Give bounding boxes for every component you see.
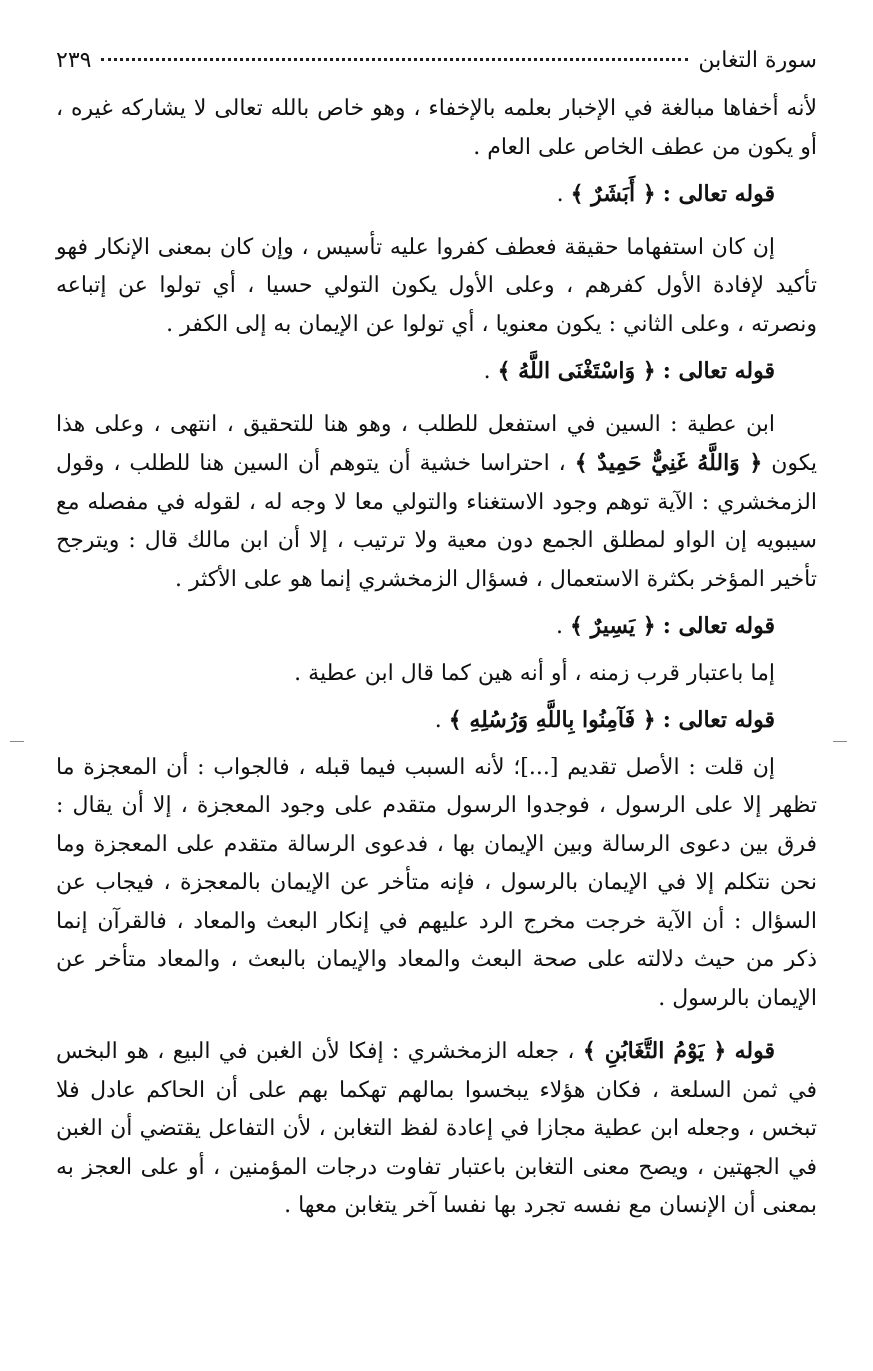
paragraph-2-text: إن كان استفهاما حقيقة فعطف كفروا عليه تأسيس ، وإن كان بمعنى الإنكار فهو تأكيد لإفادة الأول كفرهم ، وعلى الأول يكون التولي حسيا ، أي تولوا عن إتباعه ونصرته ، وعلى الثاني : يكون معنويا ، أي تولوا عن الإيمان به إلى الكفر . bbox=[56, 234, 817, 337]
verse-quote-inline-2: ﴿ يَوْمُ التَّغَابُنِ ﴾ bbox=[582, 1038, 727, 1064]
verse-heading-4-lead: قوله تعالى : bbox=[662, 707, 775, 733]
paragraph-4 bbox=[56, 655, 817, 694]
paragraph-3-text-b: ، احتراسا خشية أن يتوهم أن السين هنا للطلب ، وقول الزمخشري : الآية توهم وجود الاستغناء والتولي معا لا وجه له ، لقوله في مفصله مع سيبويه إن الواو لمطلق الجمع دون معية ولا ترتيب ، إلا أن ابن مالك قال : ويترجح تأخير المؤخر بكثرة الاستعمال ، فسؤال الزمخشري إنما هو على الأكثر . bbox=[56, 451, 817, 592]
verse-heading-4 bbox=[56, 701, 817, 741]
verse-quote-2: ﴿ وَاسْتَغْنَى اللَّهُ ﴾ bbox=[497, 358, 656, 384]
verse-heading-4-tail: . bbox=[434, 708, 449, 733]
paragraph-6 bbox=[56, 1032, 817, 1226]
paragraph-5 bbox=[56, 749, 817, 1019]
verse-quote-3: ﴿ يَسِيرٌ ﴾ bbox=[570, 613, 656, 639]
running-header bbox=[56, 48, 817, 82]
verse-quote-4: ﴿ فَآمِنُوا بِاللَّهِ وَرُسُلِهِ ﴾ bbox=[448, 707, 656, 733]
paragraph-3-text-a: ابن عطية : السين في استفعل للطلب ، وهو هنا للتحقيق ، انتهى ، وعلى هذا يكون bbox=[56, 411, 817, 476]
paragraph-6-text: ، جعله الزمخشري : إفكا لأن الغبن في البيع ، هو البخس في ثمن السلعة ، فكان هؤلاء يبخسوا بمالهم تهكما بهم على أن الحاكم عادل فلا تبخس ، وجعله ابن عطية مجازا في إعادة لفظ التغابن ، لأن التفاعل يقتضي أن الغبن في الجهتين ، ويصح معنى التغابن باعتبار تفاوت درجات المؤمنين ، أو على العجز به بمعنى أن الإنسان مع نفسه تجرد بها نفسا آخر يتغابن معها . bbox=[56, 1039, 818, 1218]
verse-heading-1 bbox=[56, 175, 817, 215]
verse-heading-2 bbox=[56, 352, 817, 392]
paragraph-3 bbox=[56, 406, 817, 600]
paragraph-4-text: إما باعتبار قرب زمنه ، أو أنه هين كما قال ابن عطية . bbox=[294, 660, 775, 686]
verse-heading-3-tail: . bbox=[556, 614, 571, 639]
paragraph-5-text: إن قلت : الأصل تقديم [...]؛ لأنه السبب فيما قبله ، فالجواب : أن المعجزة ما تظهر إلا على الرسول ، فوجدوا الرسول متقدم على وجود المعجزة ، إلا أن يقال : فرق بين دعوى الرسالة وبين الإيمان بها ، فدعوى الرسالة متقدم على المعجزة وما نحن نتكلم إلا في الإيمان بالرسول ، فإنه متأخر عن الإيمان بالمعجزة ، فيجاب عن السؤال : أن الآية خرجت مخرج الرد عليهم في إنكار البعث والمعاد ، فالقرآن إنما ذكر من حيث دلالته على صحة البعث والمعاد والإيمان بالبعث ، والمعاد متأخر عن الإيمان بالرسول . bbox=[56, 754, 817, 1011]
surah-title: سورة التغابن bbox=[698, 48, 817, 73]
paragraph-2 bbox=[56, 229, 817, 345]
margin-mark-left bbox=[10, 741, 24, 742]
paragraph-6-lead: قوله bbox=[734, 1038, 775, 1064]
paragraph-1-text: لأنه أخفاها مبالغة في الإخبار بعلمه بالإخفاء ، وهو خاص بالله تعالى لا يشاركه غيره ، أو يكون من عطف الخاص على العام . bbox=[56, 96, 817, 160]
verse-quote-inline-1: ﴿ وَاللَّهُ غَنِيٌّ حَمِيدٌ ﴾ bbox=[574, 450, 763, 476]
header-dotted-leader bbox=[101, 58, 688, 61]
verse-quote-1: ﴿ أَبَشَرٌ ﴾ bbox=[570, 181, 656, 207]
verse-heading-2-lead: قوله تعالى : bbox=[662, 358, 775, 384]
verse-heading-2-tail: . bbox=[483, 359, 498, 384]
verse-heading-3 bbox=[56, 607, 817, 647]
page-number: ٢٣٩ bbox=[56, 48, 92, 73]
verse-heading-1-tail: . bbox=[556, 182, 571, 207]
verse-heading-3-lead: قوله تعالى : bbox=[662, 613, 775, 639]
margin-mark-right bbox=[833, 741, 847, 742]
verse-heading-1-lead: قوله تعالى : bbox=[662, 181, 775, 207]
paragraph-1 bbox=[56, 90, 817, 167]
